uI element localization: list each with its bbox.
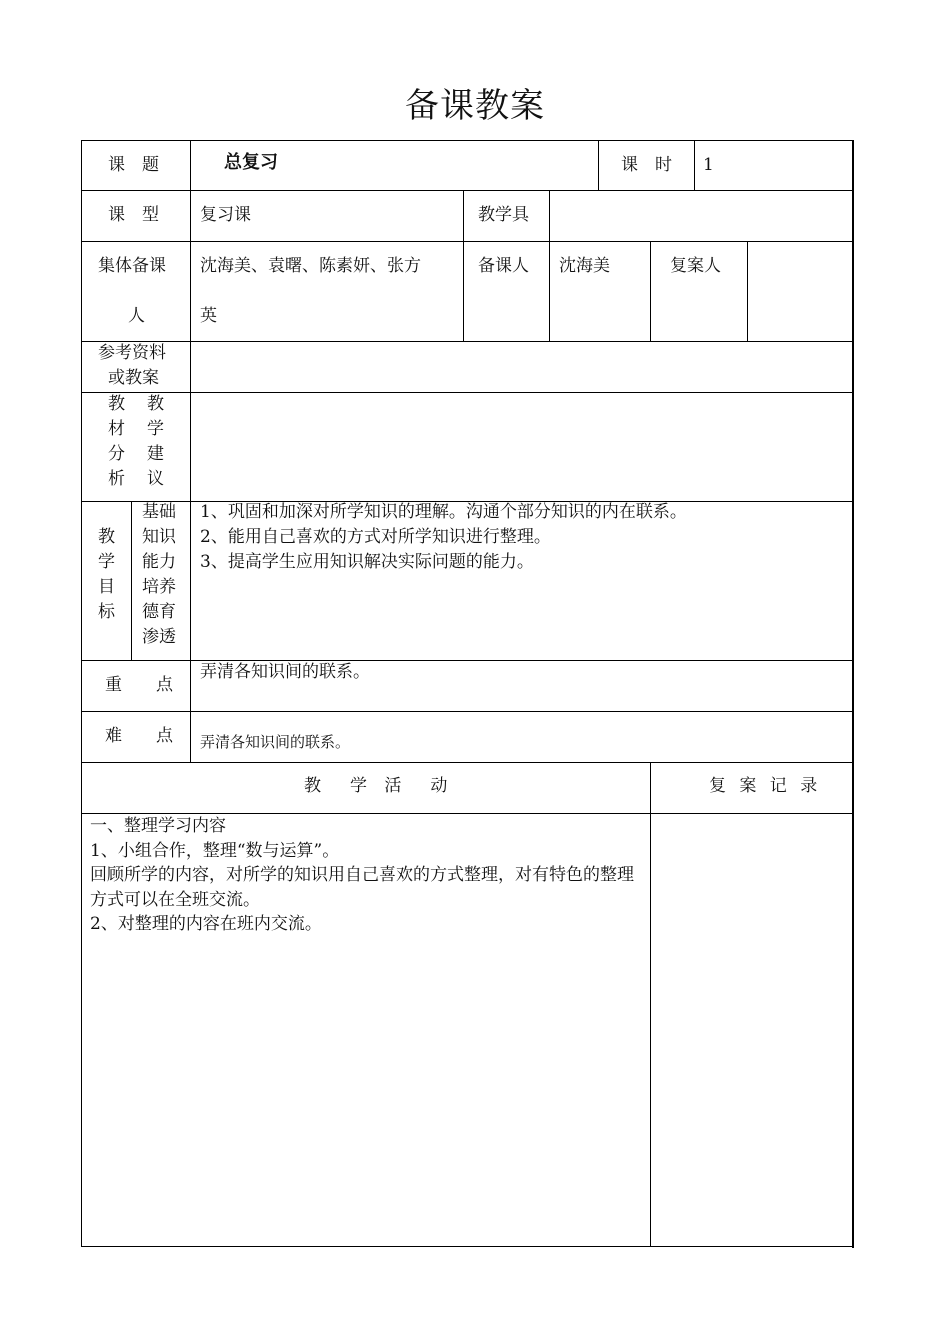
group-value-line1: 沈海美、袁曙、陈素妍、张方 <box>200 256 421 276</box>
suggestion-label: 学 <box>147 419 164 439</box>
row-divider <box>81 341 853 342</box>
difficulty-value: 弄清各知识间的联系。 <box>200 733 351 751</box>
aids-label: 教学具 <box>478 205 529 225</box>
goal-item: 3、提高学生应用知识解决实际问题的能力。 <box>200 552 534 572</box>
table-right-edge <box>852 140 854 1248</box>
suggestion-label: 建 <box>147 444 164 464</box>
column-divider <box>650 241 651 341</box>
goals-label: 学 <box>98 552 115 572</box>
row-divider <box>81 711 853 712</box>
group-value-line2: 英 <box>200 306 217 326</box>
type-label: 课 型 <box>108 205 159 225</box>
row-divider <box>81 660 853 661</box>
column-divider <box>463 190 464 341</box>
record-header: 复 案 记 录 <box>709 776 822 796</box>
row-divider <box>81 241 853 242</box>
row-divider <box>81 190 853 191</box>
period-value: 1 <box>703 155 714 175</box>
goal-item: 1、巩固和加深对所学知识的理解。沟通个部分知识的内在联系。 <box>200 502 687 522</box>
goals-label: 标 <box>98 602 115 622</box>
difficulty-label: 难 点 <box>105 726 173 746</box>
analysis-label: 材 <box>108 419 125 439</box>
reference-label-line1: 参考资料 <box>98 343 166 363</box>
goals-label: 目 <box>98 577 115 597</box>
column-divider <box>650 762 651 1247</box>
goals-sub-label: 知识 <box>142 527 176 547</box>
activity-line: 1、小组合作，整理“数与运算”。 <box>90 840 340 861</box>
lesson-plan-table <box>81 140 853 1247</box>
column-divider <box>131 501 132 660</box>
column-divider <box>549 190 550 341</box>
goals-sub-label: 培养 <box>142 577 176 597</box>
column-divider <box>694 140 695 190</box>
suggestion-label: 议 <box>147 469 164 489</box>
column-divider <box>190 140 191 762</box>
goals-sub-label: 德育 <box>142 602 176 622</box>
row-divider <box>81 762 853 763</box>
column-divider <box>747 241 748 341</box>
type-value: 复习课 <box>200 205 251 225</box>
preparer-label: 备课人 <box>478 256 529 276</box>
topic-label: 课 题 <box>108 155 159 175</box>
period-label: 课 时 <box>621 155 672 175</box>
page-title: 备课教案 <box>405 86 545 126</box>
activity-line: 2、对整理的内容在班内交流。 <box>90 914 322 934</box>
activity-header: 教 学 活 动 <box>304 776 454 796</box>
reference-label-line2: 或教案 <box>108 368 159 388</box>
goals-label: 教 <box>98 527 115 547</box>
key-label: 重 点 <box>105 675 173 695</box>
analysis-label: 析 <box>108 469 125 489</box>
activity-body <box>90 814 646 937</box>
group-label-line2: 人 <box>128 306 145 326</box>
activity-line: 一、整理学习内容 <box>90 816 226 836</box>
suggestion-label: 教 <box>147 394 164 414</box>
group-label-line1: 集体备课 <box>98 256 166 276</box>
key-value: 弄清各知识间的联系。 <box>200 662 370 682</box>
row-divider <box>81 392 853 393</box>
topic-value: 总复习 <box>224 152 278 173</box>
preparer-value: 沈海美 <box>559 256 610 276</box>
reviewer-label: 复案人 <box>670 256 721 276</box>
column-divider <box>598 140 599 190</box>
goals-sub-label: 渗透 <box>142 627 176 647</box>
goals-sub-label: 能力 <box>142 552 176 572</box>
goals-sub-label: 基础 <box>142 502 176 522</box>
analysis-label: 分 <box>108 444 125 464</box>
activity-line: 回顾所学的内容，对所学的知识用自己喜欢的方式整理，对有特色的整理方式可以在全班交流。 <box>90 865 634 910</box>
goal-item: 2、能用自己喜欢的方式对所学知识进行整理。 <box>200 527 551 547</box>
analysis-label: 教 <box>108 394 125 414</box>
